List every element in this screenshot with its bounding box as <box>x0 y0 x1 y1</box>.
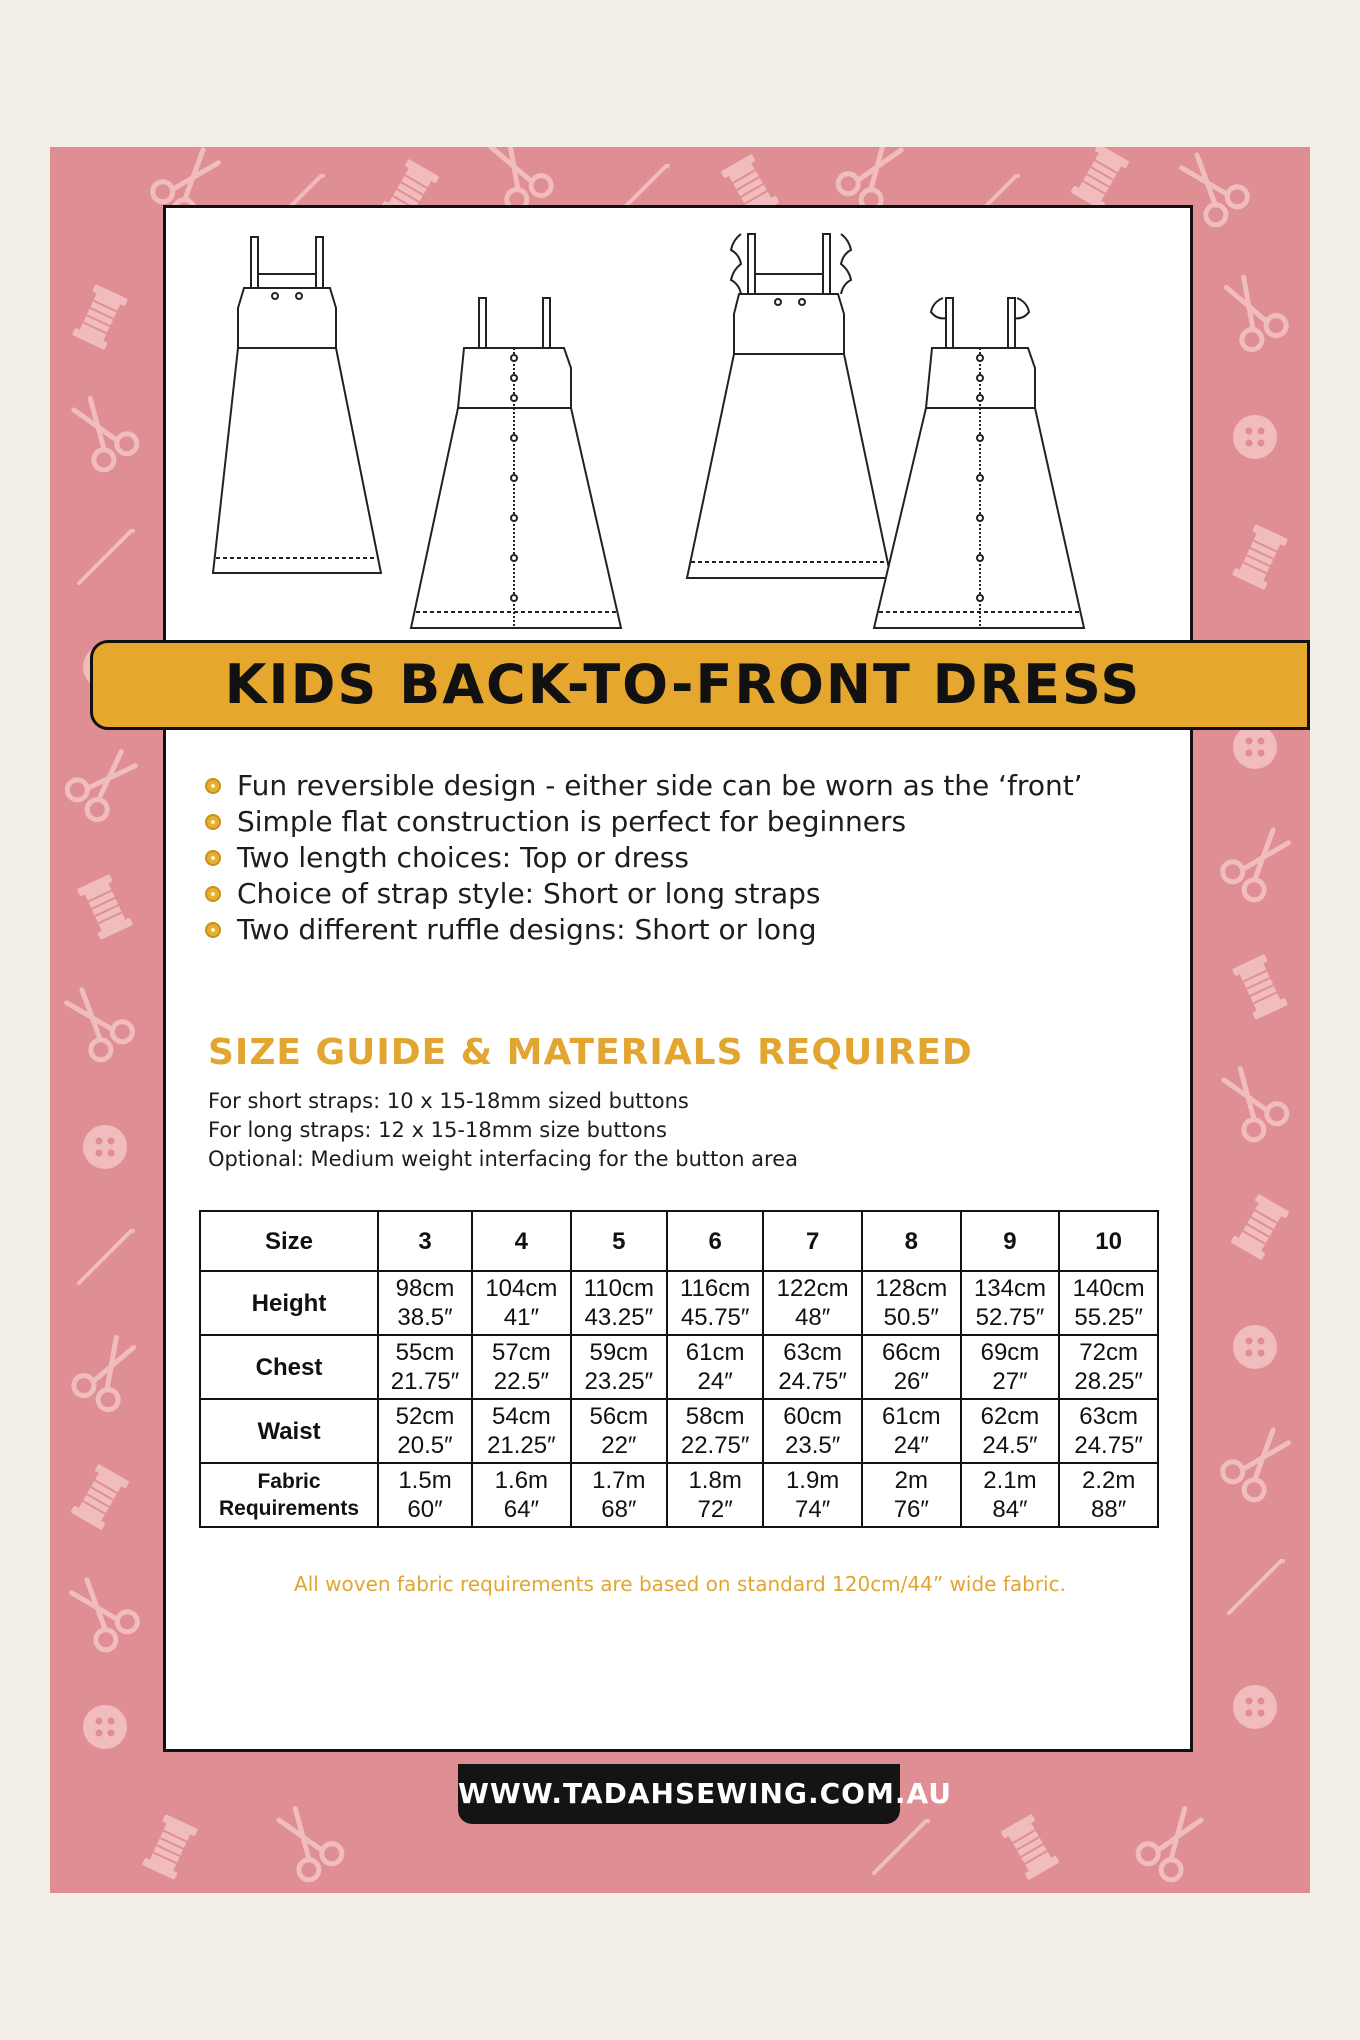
size-column: 9 <box>961 1211 1060 1271</box>
scissors-icon <box>479 147 555 213</box>
table-cell <box>763 1463 862 1527</box>
button-icon <box>1233 1685 1277 1729</box>
table-row <box>200 1335 1158 1399</box>
row-label-line: Fabric <box>257 1470 321 1493</box>
scissors-icon <box>70 1330 146 1413</box>
table-cell <box>472 1399 571 1463</box>
metric-value: 2.1m <box>983 1467 1037 1494</box>
scissors-icon <box>1212 1060 1290 1143</box>
table-cell <box>472 1463 571 1527</box>
table-cell <box>667 1399 763 1463</box>
page-title: KIDS BACK-TO-FRONT DRESS <box>224 653 1142 716</box>
list-item <box>205 876 1165 912</box>
imperial-value: 60″ <box>407 1496 443 1523</box>
metric-value: 1.9m <box>785 1467 840 1494</box>
imperial-value: 27″ <box>992 1368 1028 1395</box>
metric-value: 2m <box>894 1467 928 1494</box>
metric-value: 63cm <box>783 1339 842 1366</box>
size-column: 10 <box>1059 1211 1158 1271</box>
table-cell <box>472 1271 571 1335</box>
thread-spool-icon <box>142 1814 198 1880</box>
dress-sketch-button-back <box>411 298 621 628</box>
imperial-value: 76″ <box>893 1496 929 1523</box>
dress-illustrations <box>166 208 1190 638</box>
imperial-value: 24.75″ <box>1074 1432 1143 1459</box>
row-label: Chest <box>200 1335 378 1399</box>
thread-spool-icon <box>70 1464 129 1530</box>
size-column: 5 <box>571 1211 667 1271</box>
size-table <box>199 1210 1159 1528</box>
imperial-value: 24″ <box>893 1432 929 1459</box>
thread-spool-icon <box>1232 954 1288 1020</box>
scissors-icon <box>834 147 912 214</box>
table-header-row <box>200 1211 1158 1271</box>
size-guide-heading: SIZE GUIDE & MATERIALS REQUIRED <box>208 1032 973 1073</box>
imperial-value: 55.25″ <box>1074 1304 1143 1331</box>
size-column: 8 <box>862 1211 961 1271</box>
metric-value: 2.2m <box>1081 1467 1136 1494</box>
scissors-icon <box>62 390 140 473</box>
metric-value: 140cm <box>1072 1275 1145 1302</box>
table-cell <box>571 1463 667 1527</box>
list-item <box>205 804 1165 840</box>
table-cell <box>378 1463 472 1527</box>
thread-spool-icon <box>1000 1814 1059 1880</box>
button-bullet-icon <box>205 850 221 866</box>
metric-value: 61cm <box>685 1339 745 1366</box>
material-line: Optional: Medium weight interfacing for the button area <box>208 1147 799 1171</box>
table-cell <box>961 1399 1060 1463</box>
imperial-value: 38.5″ <box>397 1304 453 1331</box>
list-item <box>205 912 1165 948</box>
table-cell <box>862 1271 961 1335</box>
scissors-icon <box>267 1800 345 1883</box>
metric-value: 1.8m <box>688 1467 742 1494</box>
imperial-value: 43.25″ <box>584 1304 654 1331</box>
metric-value: 58cm <box>685 1403 745 1430</box>
dress-sketch-long-straps <box>213 237 381 573</box>
metric-value: 63cm <box>1079 1403 1138 1430</box>
table-cell <box>571 1335 667 1399</box>
metric-value: 60cm <box>783 1403 842 1430</box>
metric-value: 66cm <box>881 1339 941 1366</box>
metric-value: 72cm <box>1079 1339 1138 1366</box>
metric-value: 1.5m <box>398 1467 452 1494</box>
imperial-value: 64″ <box>503 1496 539 1523</box>
table-cell <box>862 1399 961 1463</box>
metric-value: 104cm <box>485 1275 558 1302</box>
metric-value: 61cm <box>881 1403 941 1430</box>
size-header: Size <box>200 1211 378 1271</box>
fabric-note: All woven fabric requirements are based on standard 120cm/44” wide fabric. <box>294 1572 1066 1596</box>
table-row <box>200 1271 1158 1335</box>
metric-value: 110cm <box>583 1275 654 1302</box>
size-column: 3 <box>378 1211 472 1271</box>
table-cell <box>1059 1271 1158 1335</box>
thread-spool-icon <box>1070 147 1129 210</box>
row-label-line: Requirements <box>218 1497 360 1520</box>
table-cell <box>961 1463 1060 1527</box>
table-cell <box>961 1271 1060 1335</box>
table-cell <box>763 1271 862 1335</box>
row-label: Waist <box>200 1399 378 1463</box>
metric-value: 134cm <box>973 1275 1046 1302</box>
title-banner <box>90 640 1310 730</box>
needle-icon <box>79 530 134 583</box>
metric-value: 69cm <box>980 1339 1040 1366</box>
button-bullet-icon <box>205 814 221 830</box>
metric-value: 1.7m <box>592 1467 646 1494</box>
scissors-icon <box>63 742 145 824</box>
table-cell <box>862 1463 961 1527</box>
feature-text: Simple flat construction is perfect for beginners <box>237 805 907 838</box>
table-cell <box>378 1335 472 1399</box>
table-cell <box>571 1399 667 1463</box>
table-cell <box>1059 1463 1158 1527</box>
metric-value: 62cm <box>980 1403 1040 1430</box>
imperial-value: 28.25″ <box>1074 1368 1143 1395</box>
table-cell <box>763 1399 862 1463</box>
imperial-value: 72″ <box>697 1496 733 1523</box>
table-row <box>200 1399 1158 1463</box>
list-item <box>205 840 1165 876</box>
table-cell <box>378 1399 472 1463</box>
metric-value: 128cm <box>875 1275 948 1302</box>
website-url: WWW.TADAHSEWING.COM.AU <box>458 1764 900 1824</box>
needle-icon <box>79 1230 134 1283</box>
dress-sketch-ruffle-long <box>687 234 891 578</box>
scissors-icon <box>56 981 136 1064</box>
imperial-value: 68″ <box>601 1496 637 1523</box>
table-cell <box>667 1335 763 1399</box>
size-column: 6 <box>667 1211 763 1271</box>
table-cell <box>862 1335 961 1399</box>
button-bullet-icon <box>205 922 221 938</box>
row-label: Height <box>200 1271 378 1335</box>
button-icon <box>1233 415 1277 459</box>
materials-list <box>208 1087 1108 1174</box>
imperial-value: 48″ <box>795 1304 831 1331</box>
imperial-value: 24″ <box>697 1368 733 1395</box>
imperial-value: 21.25″ <box>487 1432 556 1459</box>
size-column: 4 <box>472 1211 571 1271</box>
thread-spool-icon <box>72 284 128 350</box>
feature-text: Two length choices: Top or dress <box>237 841 689 874</box>
feature-text: Two different ruffle designs: Short or long <box>237 913 817 946</box>
scissors-icon <box>1219 1421 1299 1504</box>
imperial-value: 24.5″ <box>982 1432 1038 1459</box>
metric-value: 98cm <box>395 1275 455 1302</box>
row-label <box>200 1463 378 1527</box>
metric-value: 55cm <box>395 1339 455 1366</box>
imperial-value: 26″ <box>893 1368 929 1395</box>
button-icon <box>83 1705 127 1749</box>
button-bullet-icon <box>205 886 221 902</box>
button-icon <box>1233 1325 1277 1369</box>
size-column: 7 <box>763 1211 862 1271</box>
button-bullet-icon <box>205 778 221 794</box>
thread-spool-icon <box>1230 1194 1289 1260</box>
needle-icon <box>874 1820 929 1873</box>
table-cell <box>571 1271 667 1335</box>
imperial-value: 22.75″ <box>680 1432 750 1459</box>
thread-spool-icon <box>77 874 133 940</box>
button-icon <box>1233 725 1277 769</box>
imperial-value: 22″ <box>601 1432 637 1459</box>
material-line: For short straps: 10 x 15-18mm sized buttons <box>208 1089 689 1113</box>
imperial-value: 23.25″ <box>584 1368 654 1395</box>
metric-value: 59cm <box>589 1339 649 1366</box>
imperial-value: 23.5″ <box>785 1432 841 1459</box>
table-cell <box>667 1271 763 1335</box>
imperial-value: 45.75″ <box>680 1304 750 1331</box>
metric-value: 56cm <box>589 1403 649 1430</box>
metric-value: 52cm <box>395 1403 455 1430</box>
metric-value: 1.6m <box>494 1467 549 1494</box>
feature-text: Choice of strap style: Short or long straps <box>237 877 821 910</box>
list-item <box>205 768 1165 804</box>
table-row <box>200 1463 1158 1527</box>
scissors-icon <box>1219 821 1299 904</box>
imperial-value: 20.5″ <box>397 1432 453 1459</box>
feature-list <box>205 768 1165 948</box>
imperial-value: 24.75″ <box>778 1368 847 1395</box>
table-cell <box>961 1335 1060 1399</box>
imperial-value: 50.5″ <box>883 1304 939 1331</box>
metric-value: 54cm <box>492 1403 551 1430</box>
imperial-value: 21.75″ <box>390 1368 460 1395</box>
table-cell <box>1059 1399 1158 1463</box>
feature-text: Fun reversible design - either side can be worn as the ‘front’ <box>237 769 1083 802</box>
scissors-icon <box>1214 270 1290 353</box>
table-cell <box>472 1335 571 1399</box>
imperial-value: 88″ <box>1091 1496 1127 1523</box>
scissors-icon <box>1134 1800 1212 1883</box>
imperial-value: 74″ <box>795 1496 831 1523</box>
table-cell <box>667 1463 763 1527</box>
pattern-background <box>50 147 1310 1893</box>
table-cell <box>378 1271 472 1335</box>
material-line: For long straps: 12 x 15-18mm size buttons <box>208 1118 667 1142</box>
imperial-value: 22.5″ <box>493 1368 549 1395</box>
thread-spool-icon <box>1232 524 1288 590</box>
imperial-value: 52.75″ <box>975 1304 1045 1331</box>
imperial-value: 84″ <box>992 1496 1028 1523</box>
table-cell <box>1059 1335 1158 1399</box>
metric-value: 57cm <box>492 1339 551 1366</box>
button-icon <box>83 1125 127 1169</box>
imperial-value: 41″ <box>503 1304 539 1331</box>
dress-sketch-ruffle-short <box>874 298 1084 628</box>
metric-value: 116cm <box>680 1275 751 1302</box>
metric-value: 122cm <box>776 1275 849 1302</box>
table-cell <box>763 1335 862 1399</box>
